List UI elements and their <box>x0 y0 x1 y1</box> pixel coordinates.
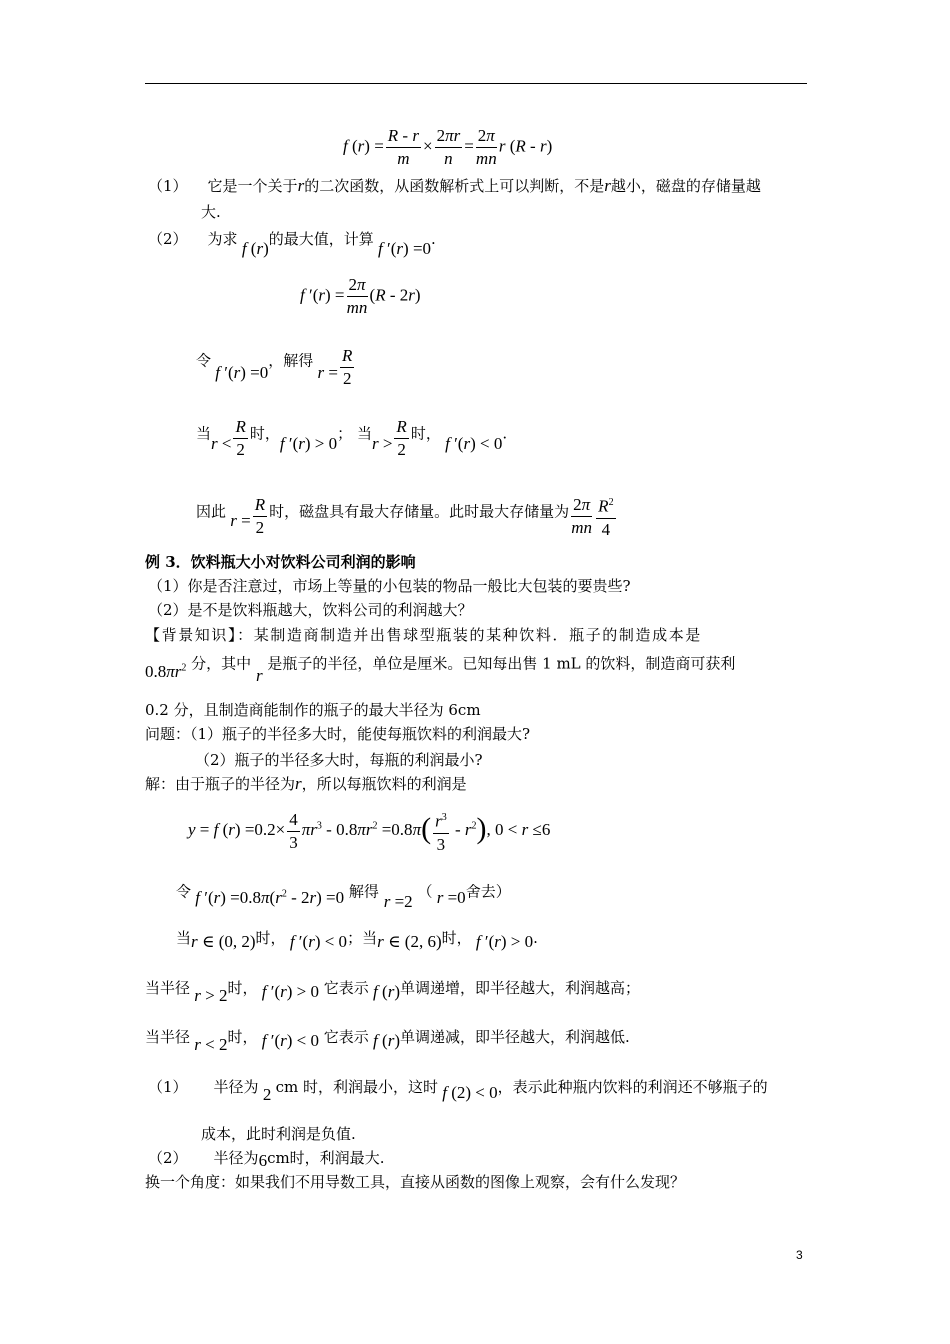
para-1-cont: 大. <box>201 203 221 221</box>
para-2: （2） 为求 f (r)的最大值，计算 f ′(r) =0. <box>148 230 436 258</box>
para-ling: 令 f ′(r) =0，解得 r = $\frac{R}{2}$ <box>196 346 353 388</box>
example3-q2: （2）是不是饮料瓶越大，饮料公司的利润越大？ <box>148 601 473 619</box>
para-1: （1） 它是一个关于r的二次函数，从函数解析式上可以判断，不是r越小，磁盘的存储量越 <box>148 176 761 195</box>
para-ling-2: 令 f $'(r) =0.8\pi(r^2 - 2r) =0$ 解得 r =2 （ r =0舍去） <box>176 882 511 911</box>
para-dang-2: 当r ∈ (0, 2)时， f ′(r) < 0；当r ∈ (2, 6)时， f ′(r) > 0. <box>176 929 538 951</box>
background-knowledge-2: $0.8\pi r^2$ 分，其中 r 是瓶子的半径，单位是厘米。已知每出售 1 mL 的饮料，制造商可获利 <box>145 654 736 685</box>
conclusion-1-cont: 成本，此时利润是负值. <box>201 1125 356 1143</box>
conclusion-2: （2） 半径为6cm时，利润最大. <box>148 1149 385 1170</box>
closing-question: 换一个角度：如果我们不用导数工具，直接从函数的图像上观察，会有什么发现？ <box>145 1173 686 1191</box>
formula-storage: f (r) = $\frac{R - r}{m}$ × $\frac{2\pi r}{n}$ = $\frac{2\pi}{mn}$ r (R - r) <box>343 126 553 168</box>
formula-profit: y = f (r) =0.2× $\frac{4}{3}$ $\pi r^3 - 0.8\pi r^2 =0.8\pi$( $\frac{r^3}{3}$ - $r^2$), 0 < r ≤6 <box>188 809 551 854</box>
para-yinci: 因此 r = $\frac{R}{2}$ 时，磁盘具有最大存储量。此时最大存储量为 $\frac{2\pi}{mn}$ $\frac{R^2}{4}$ <box>196 494 614 539</box>
background-knowledge: 【背景知识】：某制造商制造并出售球型瓶装的某种饮料．瓶子的制造成本是 <box>145 626 702 644</box>
page-number: 3 <box>796 1248 803 1262</box>
solution-intro: 解：由于瓶子的半径为r，所以每瓶饮料的利润是 <box>145 774 467 793</box>
question-2: （2）瓶子的半径多大时，每瓶的利润最小? <box>195 751 483 769</box>
background-knowledge-3: 0.2 分，且制造商能制作的瓶子的最大半径为 6cm <box>145 701 481 719</box>
header-rule <box>145 83 807 84</box>
para-dang: 当r < $\frac{R}{2}$ 时，f ′(r) > 0； 当r > $\frac{R}{2}$ 时， f ′(r) < 0. <box>196 417 508 459</box>
question-1: 问题：（1）瓶子的半径多大时，能使每瓶饮料的利润最大? <box>145 725 531 743</box>
para-decrease: 当半径 r < 2时， f ′(r) < 0 它表示 f (r)单调递减，即半径越大，利润越低. <box>145 1028 630 1054</box>
para-increase: 当半径 r > 2时， f ′(r) > 0 它表示 f (r)单调递增，即半径越大，利润越高； <box>145 979 641 1005</box>
example3-title: 例 3．饮料瓶大小对饮料公司利润的影响 <box>145 553 416 571</box>
example3-q1: （1）你是否注意过，市场上等量的小包装的物品一般比大包装的要贵些? <box>148 577 631 595</box>
formula-derivative: f ′(r) = $\frac{2\pi}{mn}$ (R - 2r) <box>300 275 421 317</box>
conclusion-1: （1） 半径为 2 cm 时，利润最小，这时 f (2) < 0，表示此种瓶内饮料的利润还不够瓶子的 <box>148 1078 768 1104</box>
